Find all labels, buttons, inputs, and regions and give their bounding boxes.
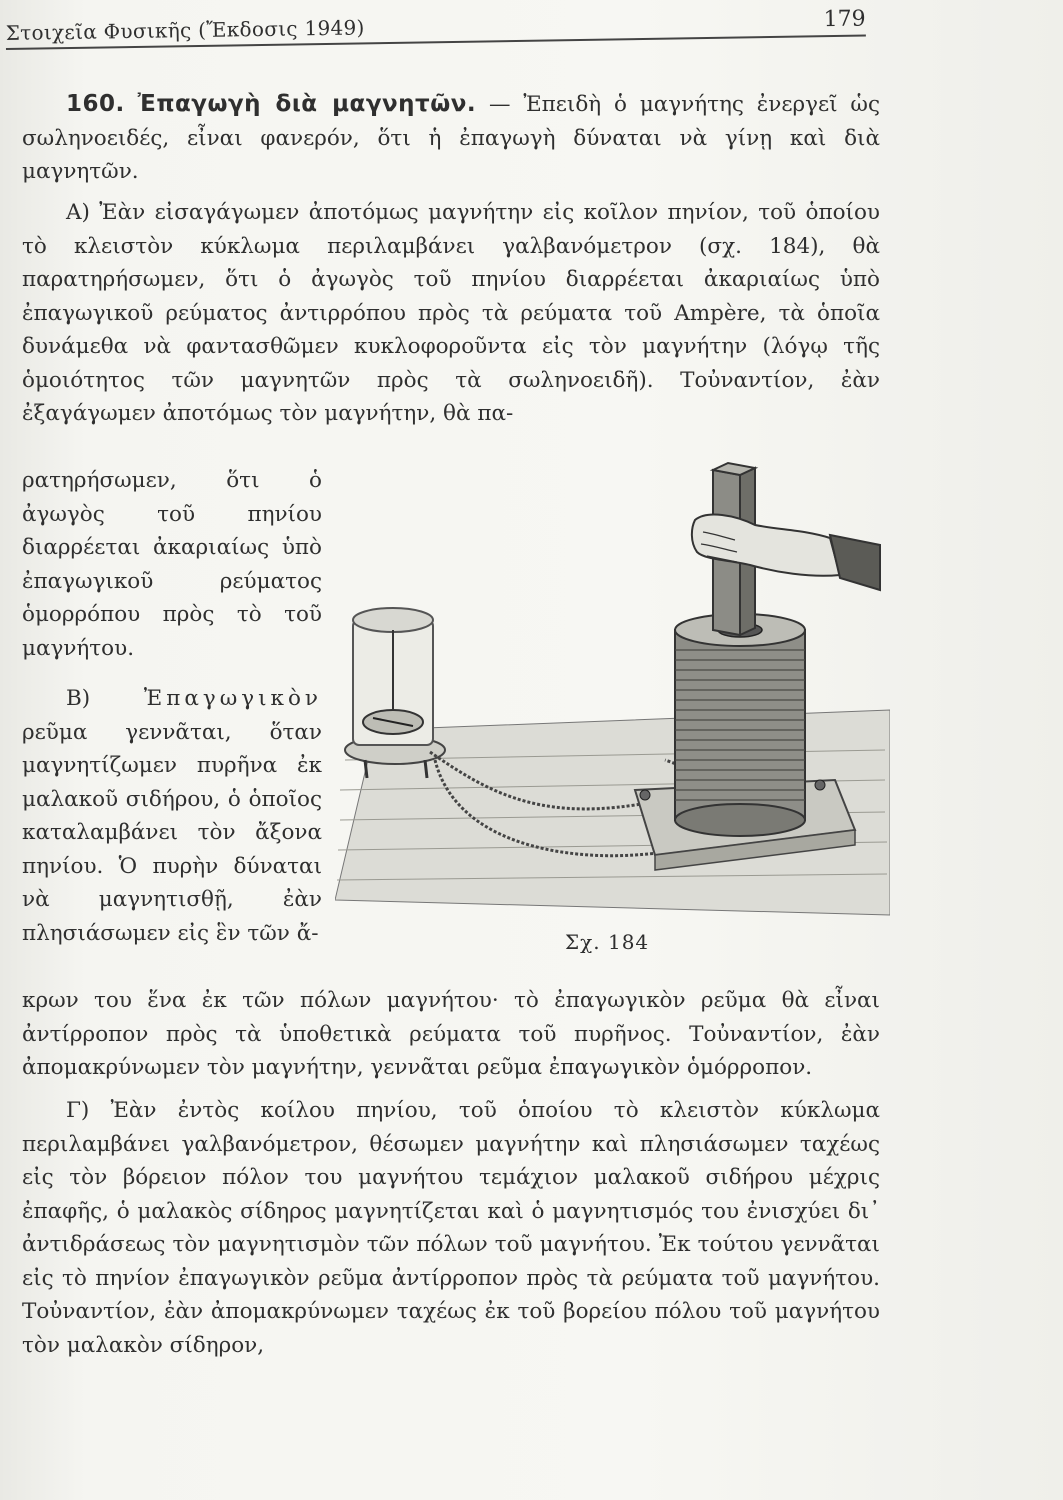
- paragraph-b-continued: [22, 984, 880, 1085]
- paragraph-b-wrap-text: ρεῦμα γεννᾶται, ὅταν μαγνητίζωμεν πυρῆνα ἐκ μαλακοῦ σιδήρου, ὁ ὁποῖος καταλαμβάνει τὸν ἄξονα πηνίου. Ὁ πυρὴν δύναται νὰ μαγνητισθῇ, ἐὰν πλησιάσωμεν εἰς ἓν τῶν ἄ-: [22, 719, 322, 946]
- section-title: Ἐπαγωγὴ διὰ μαγνητῶν.: [137, 91, 477, 117]
- paragraph-c: [22, 1094, 880, 1362]
- section-number: 160.: [66, 91, 125, 117]
- paragraph-a: [22, 196, 880, 431]
- figure-184-illustration: [335, 460, 890, 920]
- paragraph-a-continued: [22, 464, 322, 665]
- section-heading-paragraph: [22, 88, 880, 189]
- paragraph-c-text: Γ) Ἐὰν ἐντὸς κοίλου πηνίου, τοῦ ὁποίου τὸ κλειστὸν κύκλωμα περιλαμβάνει γαλβανόμετρον, θέσωμεν μαγνήτην καὶ πλησιάσωμεν ταχέως εἰς τὸν βόρειον πόλον του μαγνήτου τεμάχιον μαλακοῦ σιδήρου μέχρις ἐπαφῆς, ὁ μαλακὸς σίδηρος μαγνητίζεται καὶ ὁ μαγνητισμός του ἐνισχύει δι᾽ ἀντιδράσεως τὸν μαγνητισμὸν τῶν πόλων τοῦ μαγνήτου. Ἐκ τούτου γεννᾶται εἰς τὸ πηνίον ἐπαγωγικὸν ρεῦμα ἀντίρροπον πρὸς τὰ ρεύματα τοῦ μαγνήτου. Τοὐναντίον, ἐὰν ἀπομακρύνωμεν ταχέως ἐκ τοῦ βορείου πόλου τοῦ μαγνήτου τὸν μαλακὸν σίδηρον,: [22, 1098, 880, 1358]
- running-title: Στοιχεῖα Φυσικῆς (Ἔκδοσις 1949): [5, 15, 365, 46]
- paragraph-b: [22, 682, 322, 950]
- section-160-intro: [22, 88, 880, 189]
- page-number: 179: [823, 6, 866, 33]
- paragraph-b-spaced-word: Ἐπαγωγικὸν: [143, 686, 322, 711]
- paragraph-b-full-text: κρων του ἕνα ἐκ τῶν πόλων μαγνήτου· τὸ ἐπαγωγικὸν ρεῦμα θὰ εἶναι ἀντίρροπον πρὸς τὰ ὑποθετικὰ ρεύματα τοῦ πυρῆνος. Τοὐναντίον, ἐὰν ἀπομακρύνωμεν τὸν μαγνήτην, γεννᾶται ρεῦμα ἐπαγωγικὸν ὁμόρροπον.: [22, 988, 880, 1080]
- induction-apparatus-drawing: [335, 460, 890, 920]
- figure-caption: Σχ. 184: [565, 930, 650, 954]
- paragraph-b-label: Β): [66, 686, 144, 711]
- section-intro-text: — Ἐπειδὴ ὁ μαγνήτης ἐνεργεῖ ὡς σωληνοειδές, εἶναι φανερόν, ὅτι ἡ ἐπαγωγὴ δύναται νὰ γίνῃ καὶ διὰ μαγνητῶν.: [22, 92, 880, 184]
- paragraph-a-wrap-text: ρατηρήσωμεν, ὅτι ὁ ἀγωγὸς τοῦ πηνίου διαρρέεται ἀκαριαίως ὑπὸ ἐπαγωγικοῦ ρεύματος ὁμορρόπου πρὸς τὸ τοῦ μαγνήτου.: [22, 468, 322, 661]
- paragraph-a-text: Α) Ἐὰν εἰσαγάγωμεν ἀποτόμως μαγνήτην εἰς κοῖλον πηνίον, τοῦ ὁποίου τὸ κλειστὸν κύκλωμα περιλαμβάνει γαλβανόμετρον (σχ. 184), θὰ παρατηρήσωμεν, ὅτι ὁ ἀγωγὸς τοῦ πηνίου διαρρέεται ἀκαριαίως ὑπὸ ἐπαγωγικοῦ ρεύματος ἀντιρρόπου πρὸς τὰ ρεύματα τοῦ Ampère, τὰ ὁποῖα δυνάμεθα νὰ φαντασθῶμεν κυκλοφοροῦντα εἰς τὸν μαγνήτην (λόγῳ τῆς ὁμοιότητος τῶν μαγνητῶν πρὸς τὰ σωληνοειδῆ). Τοὐναντίον, ἐὰν ἐξαγάγωμεν ἀποτόμως τὸν μαγνήτην, θὰ πα-: [22, 200, 880, 426]
- running-head: [5, 4, 865, 50]
